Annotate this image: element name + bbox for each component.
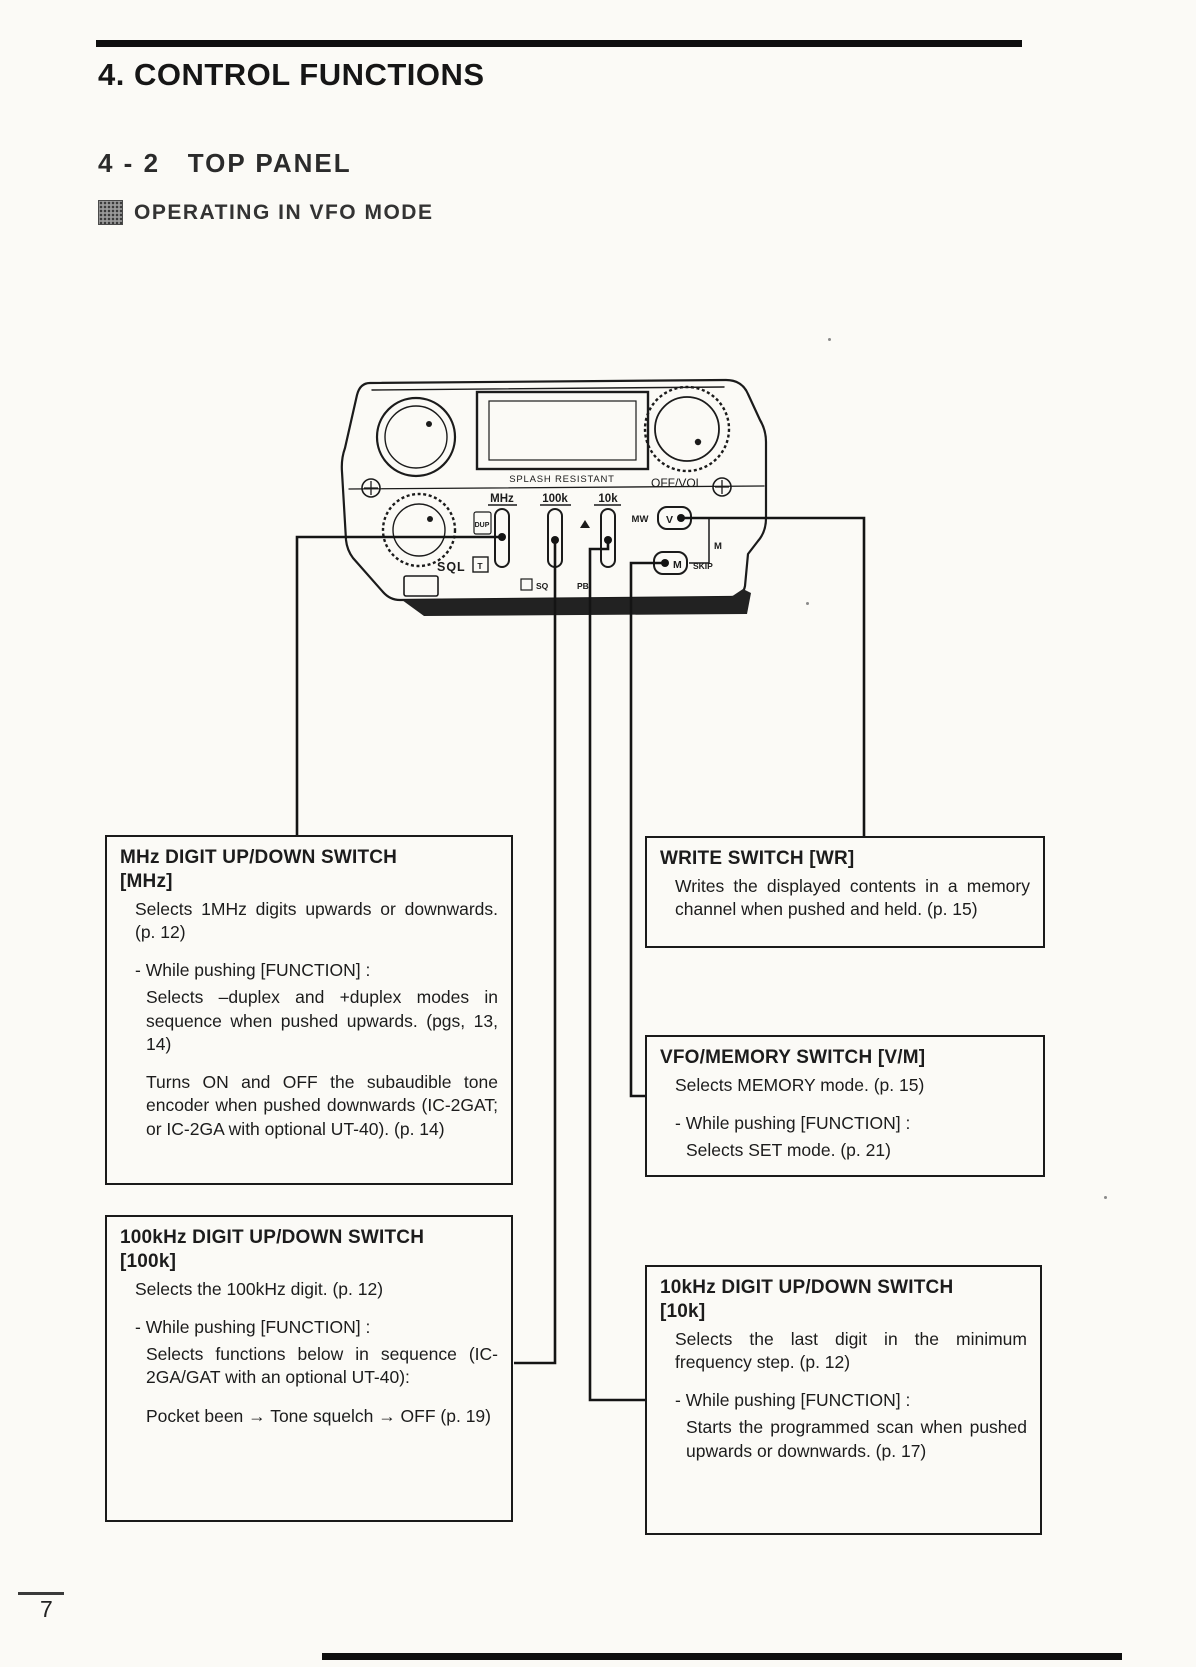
scan-speck xyxy=(806,602,809,605)
pb-label: PB xyxy=(577,581,589,591)
callout-text: Turns ON and OFF the subaudible tone encoder when pushed downwards (IC-2GAT; or IC-2GA with optional UT-40). (p. 14) xyxy=(146,1072,498,1139)
callout-text: Selects 1MHz digits upwards or downwards. (p. 12) xyxy=(135,898,498,942)
callout-tag: [MHz] xyxy=(120,870,173,892)
callout-box-vfo-memory-switch xyxy=(645,1035,1045,1177)
callout-text: Starts the programmed scan when pushed upwards or downwards. (p. 17) xyxy=(686,1417,1027,1461)
mw-label: MW xyxy=(631,514,649,525)
callout-text: Selects SET mode. (p. 21) xyxy=(686,1140,891,1161)
callout-title: MHz DIGIT UP/DOWN SWITCH xyxy=(120,847,398,868)
page-title: 4. CONTROL FUNCTIONS xyxy=(98,57,485,92)
splash-resistant-label: SPLASH RESISTANT xyxy=(509,474,615,485)
callout-tag: [10k] xyxy=(660,1300,706,1322)
callout-text: Selects the last digit in the minimum frequency step. (p. 12) xyxy=(675,1328,1027,1372)
scan-speck xyxy=(828,338,831,341)
volume-knob xyxy=(645,387,729,471)
subsection-title: 4 - 2 TOP PANEL xyxy=(98,148,352,178)
bottom-rule xyxy=(322,1653,1122,1660)
callout-text: Writes the displayed contents in a memory channel when pushed and held. (p. 15) xyxy=(675,875,1030,920)
callout-text: - While pushing [FUNCTION] : xyxy=(135,960,371,981)
leader-mhz xyxy=(297,537,502,836)
v-switch-label: V xyxy=(666,514,674,526)
page-number-rule xyxy=(18,1592,64,1595)
callout-text: - While pushing [FUNCTION] : xyxy=(675,1390,911,1411)
scan-speck xyxy=(1104,1196,1107,1199)
callout-box-write-switch xyxy=(645,836,1045,948)
left-screw xyxy=(362,479,380,497)
tone-button-label: T xyxy=(477,561,483,571)
skip-label: SKIP xyxy=(693,561,713,571)
squelch-knob xyxy=(383,494,455,566)
callout-title: 10kHz DIGIT UP/DOWN SWITCH xyxy=(660,1277,954,1298)
radio-front-strip xyxy=(402,589,751,616)
callout-text: Selects functions below in sequence (IC-2GA/GAT with an optional UT-40): xyxy=(146,1344,498,1388)
callout-text: - While pushing [FUNCTION] : xyxy=(675,1113,911,1134)
callout-text: Pocket been → Tone squelch → OFF (p. 19) xyxy=(146,1405,491,1426)
leader-vm xyxy=(631,563,665,1096)
callout-tag: [100k] xyxy=(120,1250,177,1272)
page-number: 7 xyxy=(40,1596,53,1622)
right-screw xyxy=(713,478,731,496)
up-arrow-icon xyxy=(580,520,590,528)
leader-100k xyxy=(514,540,555,1363)
callout-text: - While pushing [FUNCTION] : xyxy=(135,1316,371,1337)
callout-text: Selects the 100kHz digit. (p. 12) xyxy=(135,1278,384,1299)
callout-title: 100kHz DIGIT UP/DOWN SWITCH xyxy=(120,1227,425,1248)
dup-label: DUP xyxy=(474,522,490,529)
callout-text: Selects –duplex and +duplex modes in sequence when pushed upwards. (pgs, 13, 14) xyxy=(146,987,498,1054)
callout-title: VFO/MEMORY SWITCH [V/M] xyxy=(660,1047,926,1068)
off-vol-label: OFF/VOL xyxy=(651,476,703,490)
leader-10k xyxy=(590,540,646,1400)
sql-label: SQL xyxy=(437,560,466,574)
100k-button-label: 100k xyxy=(542,493,568,505)
left-top-knob xyxy=(377,398,455,476)
callout-text: Selects MEMORY mode. (p. 15) xyxy=(675,1074,925,1095)
tsq-box xyxy=(521,579,532,590)
m-bracket-label: M xyxy=(714,541,722,552)
callout-box-10k-switch xyxy=(645,1265,1042,1535)
callout-box-mhz-switch xyxy=(105,835,513,1185)
callout-title: WRITE SWITCH [WR] xyxy=(660,848,855,869)
lcd-display xyxy=(477,392,648,469)
10k-button-label: 10k xyxy=(598,493,618,505)
sq-label: SQ xyxy=(536,581,549,591)
callout-box-100k-switch xyxy=(105,1215,513,1522)
mode-heading: OPERATING IN VFO MODE xyxy=(134,200,434,224)
mhz-button-label: MHz xyxy=(490,493,514,505)
m-switch-label: M xyxy=(673,559,682,571)
